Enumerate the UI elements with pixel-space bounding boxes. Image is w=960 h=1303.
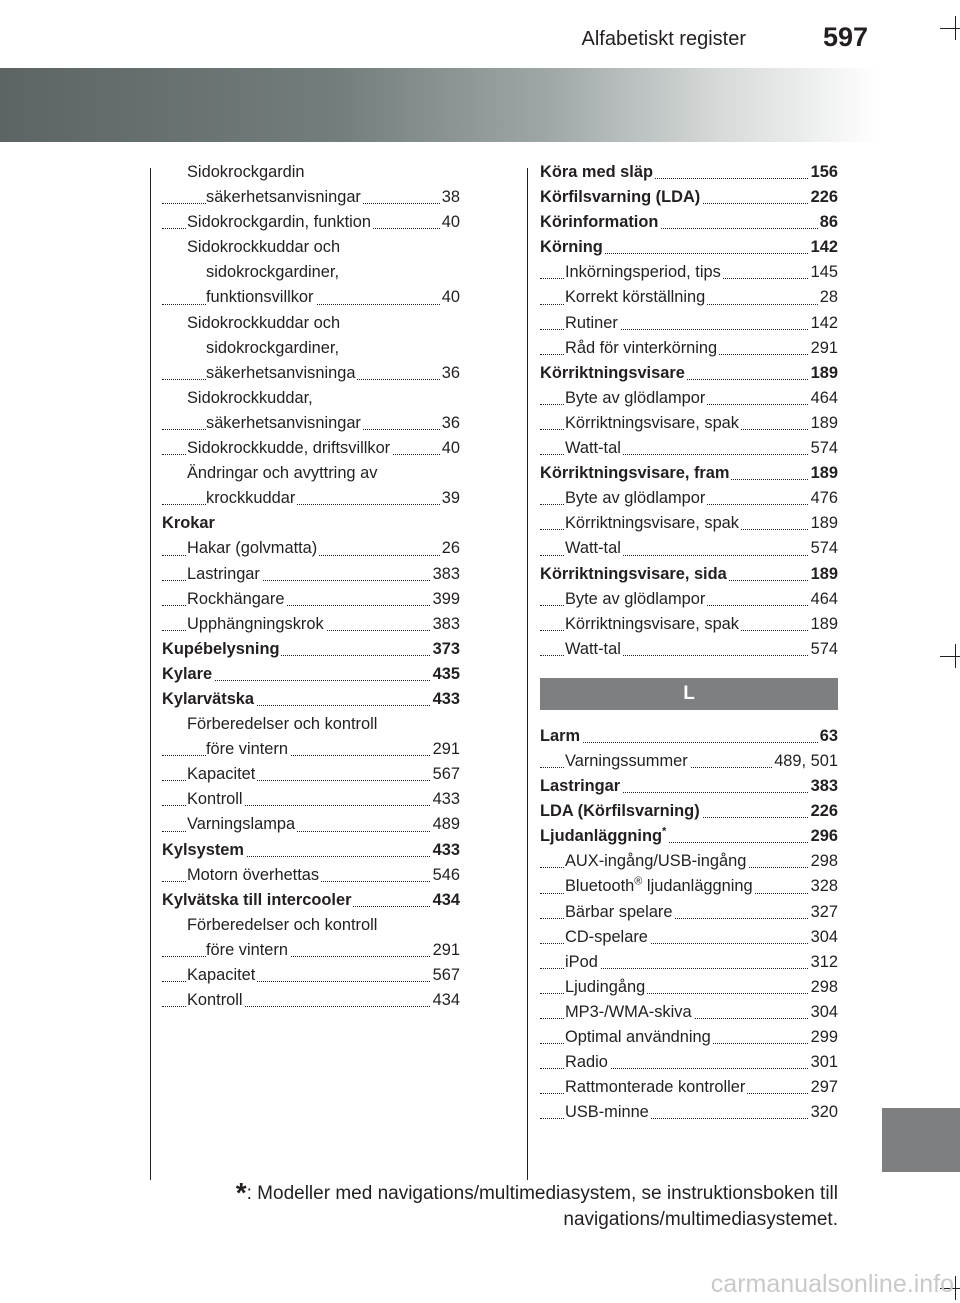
index-entry-term: Watt-tal [565,439,621,458]
index-entry-term: Watt-tal [565,539,621,558]
index-entry-term: Ändringar och avyttring av [187,464,378,483]
index-entry-term: Sidokrockgardin, funktion [187,213,372,232]
index-entry [540,285,838,310]
index-entry-term: Byte av glödlampor [565,589,706,608]
index-entry-term: säkerhetsanvisninga [206,363,356,382]
header-band [0,68,880,142]
index-entry-term: Hakar (golvmatta) [187,539,318,558]
index-entry-term: Krokar [162,514,215,533]
index-entry-term: säkerhetsanvisningar [206,413,361,432]
index-entry-page: 399 [431,587,460,612]
index-entry-page: 28 [818,285,838,310]
index-entry-page: 189 [809,562,838,587]
column-rule-left [150,168,151,1180]
index-entry-page: 38 [440,185,460,210]
index-entry [540,774,838,799]
index-entry [162,787,460,812]
index-entry-superscript: * [662,825,667,838]
index-entry-term: före vintern [206,940,288,959]
index-entry-page: 226 [809,799,838,824]
index-entry-term: Ljudingång [565,977,646,996]
index-entry-term: Sidokrockkuddar, [187,388,313,407]
index-group-l [540,724,838,1126]
index-entry-page: 142 [809,235,838,260]
index-entry-page: 86 [818,210,838,235]
index-entry [540,799,838,824]
index-entry-page: 40 [440,436,460,461]
index-entry-page: 63 [818,724,838,749]
index-entry [540,160,838,185]
index-entry-term: Körriktningsvisare, spak [565,413,739,432]
index-entry-page: 489, 501 [772,749,838,774]
index-entry-page: 298 [809,975,838,1000]
index-entry [162,285,460,310]
index-entry-term: LDA (Körfilsvarning) [540,802,700,821]
index-entry [540,185,838,210]
index-entry-page: 226 [809,185,838,210]
index-entry-term: Kontroll [187,790,243,809]
index-entry-term: Bärbar spelare [565,902,673,921]
index-entry-term: Råd för vinterkörning [565,338,718,357]
index-entry-term: Körriktningsvisare [540,363,685,382]
index-entry [162,888,460,913]
index-entry [540,386,838,411]
index-entry-term: Sidokrockgardin [187,163,305,181]
index-entry-term: AUX-ingång/USB-ingång [565,852,747,871]
index-entry-term: Byte av glödlampor [565,388,706,407]
index-entry-term: iPod [565,952,598,971]
index-entry-page: 156 [809,160,838,185]
index-entry-page: 489 [431,812,460,837]
index-entry [162,260,460,285]
index-entry-term: Watt-tal [565,639,621,658]
index-entry [162,762,460,787]
dot-leader [540,742,838,743]
index-entry-term: Rutiner [565,313,618,332]
index-entry [540,486,838,511]
index-entry-page: 312 [809,950,838,975]
index-entry-page: 145 [809,260,838,285]
index-entry [540,724,838,749]
index-entry [540,235,838,260]
index-entry [540,210,838,235]
index-entry [162,913,460,938]
footnote-line-1: : Modeller med navigations/multimediasystem, se instruktionsboken till [246,1183,838,1204]
index-entry-term: Rockhängare [187,589,285,608]
index-entry-term: Varningssummer [565,751,688,770]
index-entry-page: 546 [431,863,460,888]
index-entry [540,900,838,925]
index-entry [540,260,838,285]
index-entry [540,536,838,561]
index-entry [162,436,460,461]
index-entry-page: 189 [809,361,838,386]
index-entry-term: Körning [540,238,603,257]
index-entry-page: 383 [809,774,838,799]
index-entry [540,824,838,849]
index-entry [540,562,838,587]
footnote [170,1177,838,1233]
index-entry-term: Upphängningskrok [187,614,324,633]
index-entry [162,210,460,235]
index-entry [162,838,460,863]
index-entry-term: Körriktningsvisare, sida [540,564,727,583]
index-entry-term: Sidokrockkuddar och [187,238,341,257]
index-entry-page: 574 [809,637,838,662]
index-entry-page: 296 [809,824,838,849]
index-entry-term: Lastringar [540,777,621,796]
index-entry-page: 567 [431,963,460,988]
index-entry-term: sidokrockgardiner, [206,338,340,357]
index-entry-term: Lastringar [187,564,260,583]
column-rule-middle [527,168,528,1180]
index-entry-term: Körriktningsvisare, spak [565,614,739,633]
index-entry-term: Kapacitet [187,966,256,984]
index-entry-term: Kylvätska till intercooler [162,890,352,909]
index-entry-page: 39 [440,486,460,511]
crop-mark-top-right [955,16,956,40]
index-entry [540,950,838,975]
crop-mark-mid-right [955,644,956,668]
index-entry [162,336,460,361]
index-entry [540,1050,838,1075]
index-entry [540,336,838,361]
index-entry [162,411,460,436]
index-entry-page: 464 [809,587,838,612]
index-entry [162,662,460,687]
index-entry [162,160,460,185]
index-entry [162,812,460,837]
index-entry-page: 476 [809,486,838,511]
index-entry-page: 40 [440,285,460,310]
index-entry [540,436,838,461]
index-entry [540,411,838,436]
index-entry-page: 299 [809,1025,838,1050]
index-entry-page: 301 [809,1050,838,1075]
index-entry [540,587,838,612]
index-entry-term: Kapacitet [187,765,256,784]
index-entry-page: 36 [440,411,460,436]
index-entry-term: Körfilsvarning (LDA) [540,188,701,207]
index-entry-term: MP3-/WMA-skiva [565,1002,692,1021]
index-entry [162,687,460,712]
index-entry-page: 464 [809,386,838,411]
index-entry-term: Kylare [162,664,213,683]
index-entry-page: 40 [440,210,460,235]
index-entry [162,536,460,561]
index-entry [540,1025,838,1050]
index-entry [540,461,838,486]
index-entry-term: Körinformation [540,213,659,232]
crop-mark-top-right [940,28,960,29]
crop-mark-bottom-right [955,1276,956,1300]
index-entry-term: Kylarvätska [162,689,255,708]
index-entry-page: 567 [431,762,460,787]
section-letter-header: L [540,678,838,710]
index-entry-term: Sidokrockkudde, driftsvillkor [187,439,391,458]
index-entry-page: 433 [431,687,460,712]
chapter-side-tab [882,1108,960,1172]
index-entry-page: 291 [809,336,838,361]
index-entry-superscript: ® [634,875,643,888]
watermark: carmanualsonline.info [710,1270,954,1298]
index-entry [540,749,838,774]
index-entry-term: Bluetooth® ljudanläggning [565,875,753,896]
index-entry-page: 435 [431,662,460,687]
index-entry-page: 297 [809,1075,838,1100]
index-entry-page: 574 [809,436,838,461]
index-entry-page: 26 [440,536,460,561]
page-header [0,0,960,62]
index-entry [162,486,460,511]
index-entry-page: 383 [431,562,460,587]
index-entry-term: Larm [540,726,581,745]
index-column-right [540,160,838,1125]
index-entry-page: 298 [809,849,838,874]
index-entry-term: Kontroll [187,991,243,1010]
index-entry [162,712,460,737]
index-entry-page: 327 [809,900,838,925]
index-entry-page: 291 [431,737,460,762]
index-entry [540,849,838,874]
footnote-marker: * [235,1177,247,1208]
index-entry-term: Körriktningsvisare, spak [565,514,739,533]
index-entry-page: 304 [809,925,838,950]
index-entry-page: 320 [809,1100,838,1125]
index-entry [540,511,838,536]
index-entry [540,1075,838,1100]
index-entry-page: 142 [809,311,838,336]
index-entry-term: Förberedelser och kontroll [187,715,378,734]
index-column-left [162,160,460,1013]
index-entry-page: 304 [809,1000,838,1025]
index-entry-term: Förberedelser och kontroll [187,915,378,934]
index-entry-page: 328 [809,874,838,899]
index-entry-page: 189 [809,411,838,436]
index-entry [162,311,460,336]
index-entry-term: sidokrockgardiner, [206,263,340,282]
index-entry [162,637,460,662]
index-entry-term: säkerhetsanvisningar [206,188,361,207]
index-entry-page: 189 [809,461,838,486]
index-entry-page: 433 [431,838,460,863]
index-entry-page: 36 [440,361,460,386]
index-entry-page: 189 [809,511,838,536]
index-entry [540,311,838,336]
index-entry-term: Inkörningsperiod, tips [565,263,721,282]
index-entry-term: Korrekt körställning [565,288,706,307]
index-entry-term: Optimal användning [565,1028,711,1046]
index-entry-term: Byte av glödlampor [565,489,706,508]
index-entry [162,587,460,612]
index-entry [162,562,460,587]
index-entry-term: Motorn överhettas [187,865,320,884]
footnote-line-2: navigations/multimediasystemet. [563,1209,838,1230]
index-entry [162,863,460,888]
index-entry [540,1000,838,1025]
crop-mark-mid-right [940,656,960,657]
index-entry-term: Köra med släp [540,163,653,181]
index-entry [162,235,460,260]
index-entry-term: Radio [565,1053,608,1072]
index-entry [540,637,838,662]
index-entry-term: Körriktningsvisare, fram [540,464,730,483]
index-entry-page: 189 [809,612,838,637]
index-entry-term: CD-spelare [565,927,648,946]
index-entry-page: 383 [431,612,460,637]
page-number: 597 [822,22,868,52]
index-entry-term: funktionsvillkor [206,288,314,307]
index-entry [162,461,460,486]
index-entry-term: USB-minne [565,1103,649,1122]
index-entry-page: 373 [431,637,460,662]
index-entry-page: 291 [431,938,460,963]
index-entry-page: 433 [431,787,460,812]
index-entry-term: Ljudanläggning* [540,825,667,846]
index-entry [162,963,460,988]
index-entry [162,386,460,411]
index-entry-page: 434 [431,888,460,913]
header-title: Alfabetiskt register [581,28,746,50]
index-entry [162,938,460,963]
index-entry-term: före vintern [206,740,288,759]
index-group-k [540,160,838,662]
index-entry-term: Sidokrockkuddar och [187,313,341,332]
index-entry [540,1100,838,1125]
index-entry [162,737,460,762]
index-entry-term: Varningslampa [187,815,296,834]
index-entry-term: Rattmonterade kontroller [565,1078,746,1097]
index-entry-term: krockkuddar [206,489,296,508]
index-entry-term: Kylsystem [162,840,245,859]
index-entry [162,988,460,1013]
index-entry [162,612,460,637]
index-entry [162,361,460,386]
index-entry-page: 574 [809,536,838,561]
index-entry-term: Kupébelysning [162,639,280,658]
index-entry [162,511,460,536]
index-entry [540,925,838,950]
index-entry [540,361,838,386]
index-entry [540,612,838,637]
index-entry [540,975,838,1000]
index-entry [540,874,838,899]
index-entry-page: 434 [431,988,460,1013]
index-entry [162,185,460,210]
